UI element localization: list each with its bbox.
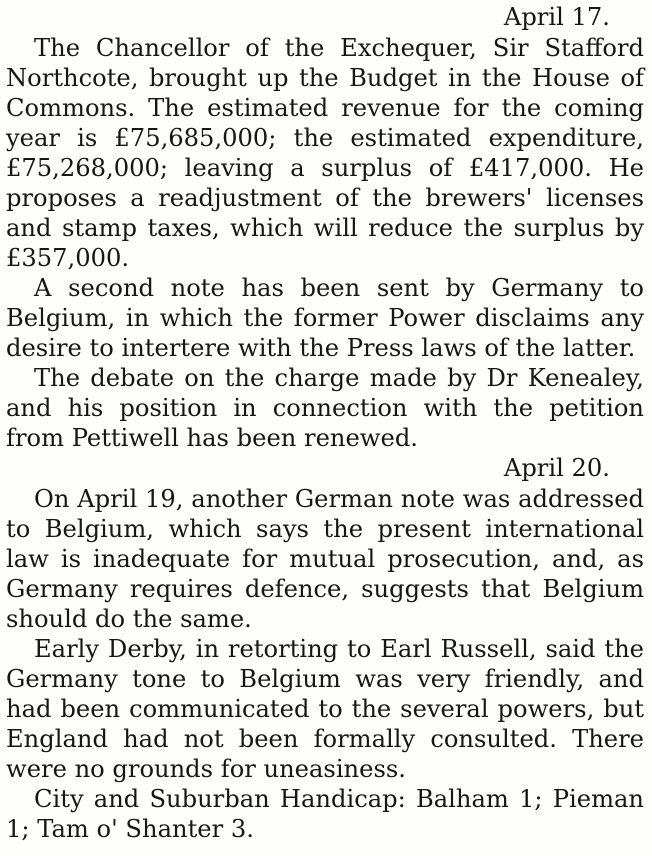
- budget-paragraph: The Chancellor of the Exchequer, Sir Stafford Northcote, brought up the Budget in the House of Commons. The estimated revenue for the coming year is £75,685,000; the estimated expenditure, £75,268,000; leaving a surplus of £417,000. He proposes a readjustment of the brewers' licenses and stamp taxes, which will reduce the surplus by £357,000.: [6, 34, 644, 272]
- entry-date-april-17: April 17.: [503, 3, 610, 31]
- german-note-belgium-paragraph: On April 19, another German note was addressed to Belgium, which says the present international law is inadequate for mutual prosecution, and, as Germany requires defence, suggests that Belgium should do the same.: [6, 485, 644, 633]
- earl-derby-paragraph: Early Derby, in retorting to Earl Russell, said the Germany tone to Belgium was very friendly, and had been communicated to the several powers, but England had not been formally consulted. There were no grounds for uneasiness.: [6, 635, 644, 783]
- handicap-results-paragraph: City and Suburban Handicap: Balham 1; Pieman 1; Tam o' Shanter 3.: [6, 785, 644, 843]
- germany-note-paragraph: A second note has been sent by Germany to Belgium, in which the former Power disclaims any desire to intertere with the Press laws of the latter.: [6, 274, 644, 362]
- kenealey-debate-paragraph: The debate on the charge made by Dr Kenealey, and his position in connection with the petition from Pettiwell has been renewed.: [6, 364, 644, 452]
- entry-date-april-20: April 20.: [503, 454, 610, 482]
